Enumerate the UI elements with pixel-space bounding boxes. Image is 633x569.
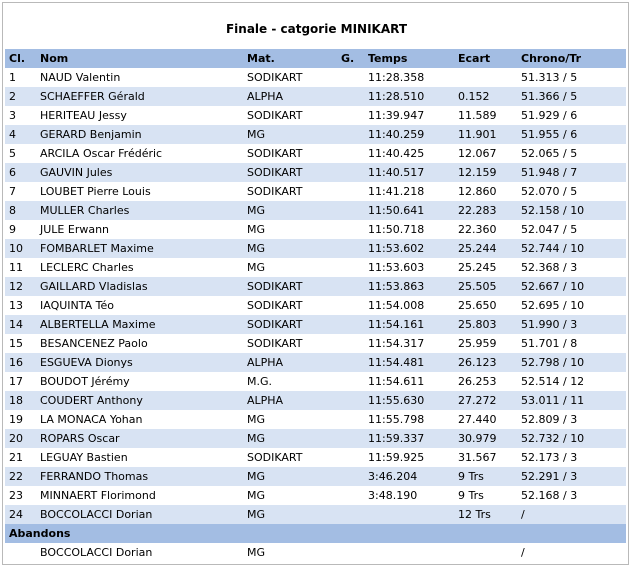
cell-gap: 26.253 [454, 372, 517, 391]
cell-time [364, 543, 454, 562]
table-row [5, 448, 626, 467]
cell-gap: 12.860 [454, 182, 517, 201]
cell-material: MG [243, 486, 337, 505]
cell-best-lap: 51.948 / 7 [517, 163, 626, 182]
abandons-label: Abandons [5, 524, 626, 543]
cell-group [337, 68, 364, 87]
cell-material: SODIKART [243, 315, 337, 334]
cell-material: MG [243, 505, 337, 524]
cell-time: 11:40.259 [364, 125, 454, 144]
cell-material: MG [243, 410, 337, 429]
cell-driver-name: NAUD Valentin [36, 68, 243, 87]
cell-driver-name: ROPARS Oscar [36, 429, 243, 448]
cell-driver-name: COUDERT Anthony [36, 391, 243, 410]
page-title: Finale - catgorie MINIKART [225, 22, 408, 36]
table-row [5, 106, 626, 125]
cell-gap: 11.589 [454, 106, 517, 125]
cell-group [337, 543, 364, 562]
cell-position: 23 [5, 486, 36, 505]
table-row [5, 144, 626, 163]
cell-position: 9 [5, 220, 36, 239]
table-row [5, 543, 626, 562]
table-row [5, 391, 626, 410]
cell-driver-name: BOCCOLACCI Dorian [36, 505, 243, 524]
cell-time: 11:54.481 [364, 353, 454, 372]
cell-material: MG [243, 258, 337, 277]
cell-position: 20 [5, 429, 36, 448]
cell-gap: 27.272 [454, 391, 517, 410]
cell-material: SODIKART [243, 182, 337, 201]
cell-driver-name: BESANCENEZ Paolo [36, 334, 243, 353]
cell-position: 12 [5, 277, 36, 296]
table-row [5, 277, 626, 296]
cell-driver-name: GERARD Benjamin [36, 125, 243, 144]
cell-group [337, 125, 364, 144]
cell-driver-name: MULLER Charles [36, 201, 243, 220]
cell-best-lap: 51.366 / 5 [517, 87, 626, 106]
cell-position: 13 [5, 296, 36, 315]
cell-position: 17 [5, 372, 36, 391]
cell-group [337, 144, 364, 163]
cell-driver-name: ESGUEVA Dionys [36, 353, 243, 372]
table-row [5, 410, 626, 429]
cell-best-lap: 51.701 / 8 [517, 334, 626, 353]
cell-best-lap: 52.514 / 12 [517, 372, 626, 391]
cell-best-lap: 52.667 / 10 [517, 277, 626, 296]
cell-material: SODIKART [243, 144, 337, 163]
cell-group [337, 429, 364, 448]
cell-position: 6 [5, 163, 36, 182]
table-row [5, 87, 626, 106]
cell-gap: 27.440 [454, 410, 517, 429]
cell-time: 11:53.863 [364, 277, 454, 296]
cell-best-lap: 52.732 / 10 [517, 429, 626, 448]
column-header-material: Mat. [243, 49, 337, 68]
cell-material: SODIKART [243, 277, 337, 296]
cell-group [337, 106, 364, 125]
table-row [5, 125, 626, 144]
table-header-row [5, 49, 626, 68]
cell-best-lap: 51.990 / 3 [517, 315, 626, 334]
table-row [5, 334, 626, 353]
cell-group [337, 486, 364, 505]
cell-driver-name: MINNAERT Florimond [36, 486, 243, 505]
column-header-gap: Ecart [454, 49, 517, 68]
cell-material: MG [243, 467, 337, 486]
cell-gap: 25.245 [454, 258, 517, 277]
cell-best-lap: 52.158 / 10 [517, 201, 626, 220]
table-row [5, 239, 626, 258]
cell-time: 11:53.602 [364, 239, 454, 258]
cell-material: SODIKART [243, 296, 337, 315]
cell-gap: 25.244 [454, 239, 517, 258]
cell-time: 11:55.630 [364, 391, 454, 410]
cell-gap: 11.901 [454, 125, 517, 144]
cell-driver-name: BOCCOLACCI Dorian [36, 543, 243, 562]
cell-driver-name: LOUBET Pierre Louis [36, 182, 243, 201]
cell-best-lap: 52.744 / 10 [517, 239, 626, 258]
cell-time: 11:54.008 [364, 296, 454, 315]
cell-driver-name: LEGUAY Bastien [36, 448, 243, 467]
cell-gap: 25.650 [454, 296, 517, 315]
cell-gap: 31.567 [454, 448, 517, 467]
cell-best-lap: / [517, 543, 626, 562]
cell-driver-name: ARCILA Oscar Frédéric [36, 144, 243, 163]
cell-material: MG [243, 201, 337, 220]
cell-material: ALPHA [243, 353, 337, 372]
cell-position: 16 [5, 353, 36, 372]
table-row [5, 220, 626, 239]
cell-time: 11:50.718 [364, 220, 454, 239]
cell-best-lap: 51.929 / 6 [517, 106, 626, 125]
table-row [5, 372, 626, 391]
table-row [5, 201, 626, 220]
table-row [5, 182, 626, 201]
cell-best-lap: 52.065 / 5 [517, 144, 626, 163]
column-header-name: Nom [36, 49, 243, 68]
cell-time: 11:28.510 [364, 87, 454, 106]
cell-time: 3:46.204 [364, 467, 454, 486]
cell-position [5, 543, 36, 562]
cell-gap: 12.067 [454, 144, 517, 163]
cell-best-lap: 52.070 / 5 [517, 182, 626, 201]
cell-position: 14 [5, 315, 36, 334]
cell-time: 11:53.603 [364, 258, 454, 277]
cell-gap: 25.803 [454, 315, 517, 334]
cell-gap: 0.152 [454, 87, 517, 106]
cell-material: ALPHA [243, 391, 337, 410]
cell-time: 11:54.317 [364, 334, 454, 353]
cell-driver-name: ALBERTELLA Maxime [36, 315, 243, 334]
table-row [5, 467, 626, 486]
cell-material: MG [243, 220, 337, 239]
cell-material: MG [243, 543, 337, 562]
table-row [5, 163, 626, 182]
cell-time: 11:40.517 [364, 163, 454, 182]
table-row [5, 505, 626, 524]
cell-driver-name: SCHAEFFER Gérald [36, 87, 243, 106]
cell-best-lap: 52.291 / 3 [517, 467, 626, 486]
cell-best-lap: 53.011 / 11 [517, 391, 626, 410]
cell-position: 2 [5, 87, 36, 106]
cell-best-lap: 52.809 / 3 [517, 410, 626, 429]
cell-driver-name: GAILLARD Vladislas [36, 277, 243, 296]
column-header-time: Temps [364, 49, 454, 68]
table-row [5, 353, 626, 372]
cell-time: 11:54.611 [364, 372, 454, 391]
cell-driver-name: BOUDOT Jérémy [36, 372, 243, 391]
cell-material: MG [243, 125, 337, 144]
column-header-position: Cl. [5, 49, 36, 68]
cell-position: 8 [5, 201, 36, 220]
cell-group [337, 353, 364, 372]
cell-time: 11:40.425 [364, 144, 454, 163]
cell-time [364, 505, 454, 524]
cell-best-lap: 51.955 / 6 [517, 125, 626, 144]
cell-group [337, 467, 364, 486]
cell-gap: 25.959 [454, 334, 517, 353]
cell-group [337, 296, 364, 315]
cell-group [337, 258, 364, 277]
cell-material: ALPHA [243, 87, 337, 106]
cell-time: 11:55.798 [364, 410, 454, 429]
cell-time: 11:41.218 [364, 182, 454, 201]
cell-group [337, 372, 364, 391]
cell-best-lap: 52.047 / 5 [517, 220, 626, 239]
cell-best-lap: 51.313 / 5 [517, 68, 626, 87]
abandons-section-header [5, 524, 626, 543]
cell-gap [454, 68, 517, 87]
cell-position: 10 [5, 239, 36, 258]
results-table [5, 49, 626, 562]
cell-group [337, 410, 364, 429]
cell-gap: 12 Trs [454, 505, 517, 524]
cell-material: MG [243, 429, 337, 448]
cell-position: 4 [5, 125, 36, 144]
cell-time: 11:39.947 [364, 106, 454, 125]
cell-position: 18 [5, 391, 36, 410]
cell-driver-name: LECLERC Charles [36, 258, 243, 277]
cell-best-lap: 52.173 / 3 [517, 448, 626, 467]
cell-time: 11:50.641 [364, 201, 454, 220]
table-row [5, 68, 626, 87]
cell-position: 5 [5, 144, 36, 163]
cell-material: SODIKART [243, 334, 337, 353]
cell-position: 3 [5, 106, 36, 125]
cell-position: 7 [5, 182, 36, 201]
cell-time: 11:59.925 [364, 448, 454, 467]
cell-gap [454, 543, 517, 562]
cell-gap: 9 Trs [454, 486, 517, 505]
cell-material: SODIKART [243, 163, 337, 182]
cell-best-lap: / [517, 505, 626, 524]
cell-position: 19 [5, 410, 36, 429]
cell-position: 22 [5, 467, 36, 486]
cell-best-lap: 52.368 / 3 [517, 258, 626, 277]
cell-gap: 22.360 [454, 220, 517, 239]
cell-time: 11:54.161 [364, 315, 454, 334]
cell-driver-name: LA MONACA Yohan [36, 410, 243, 429]
cell-gap: 9 Trs [454, 467, 517, 486]
cell-group [337, 448, 364, 467]
cell-group [337, 163, 364, 182]
table-row [5, 296, 626, 315]
cell-position: 21 [5, 448, 36, 467]
cell-driver-name: FERRANDO Thomas [36, 467, 243, 486]
cell-time: 11:59.337 [364, 429, 454, 448]
cell-material: SODIKART [243, 448, 337, 467]
cell-best-lap: 52.168 / 3 [517, 486, 626, 505]
table-row [5, 315, 626, 334]
cell-best-lap: 52.798 / 10 [517, 353, 626, 372]
cell-group [337, 505, 364, 524]
cell-position: 1 [5, 68, 36, 87]
cell-group [337, 239, 364, 258]
cell-group [337, 87, 364, 106]
cell-position: 24 [5, 505, 36, 524]
cell-group [337, 315, 364, 334]
cell-group [337, 201, 364, 220]
column-header-group: G. [337, 49, 364, 68]
cell-driver-name: GAUVIN Jules [36, 163, 243, 182]
column-header-best-lap: Chrono/Tr [517, 49, 626, 68]
cell-gap: 12.159 [454, 163, 517, 182]
cell-driver-name: FOMBARLET Maxime [36, 239, 243, 258]
cell-driver-name: IAQUINTA Téo [36, 296, 243, 315]
cell-group [337, 182, 364, 201]
cell-group [337, 391, 364, 410]
cell-time: 11:28.358 [364, 68, 454, 87]
cell-position: 11 [5, 258, 36, 277]
cell-gap: 22.283 [454, 201, 517, 220]
table-row [5, 258, 626, 277]
table-row [5, 486, 626, 505]
cell-time: 3:48.190 [364, 486, 454, 505]
cell-best-lap: 52.695 / 10 [517, 296, 626, 315]
cell-group [337, 220, 364, 239]
cell-gap: 30.979 [454, 429, 517, 448]
cell-driver-name: JULE Erwann [36, 220, 243, 239]
cell-gap: 25.505 [454, 277, 517, 296]
cell-driver-name: HERITEAU Jessy [36, 106, 243, 125]
cell-material: MG [243, 239, 337, 258]
cell-material: SODIKART [243, 106, 337, 125]
cell-group [337, 277, 364, 296]
table-row [5, 429, 626, 448]
cell-group [337, 334, 364, 353]
cell-material: M.G. [243, 372, 337, 391]
cell-material: SODIKART [243, 68, 337, 87]
cell-gap: 26.123 [454, 353, 517, 372]
cell-position: 15 [5, 334, 36, 353]
